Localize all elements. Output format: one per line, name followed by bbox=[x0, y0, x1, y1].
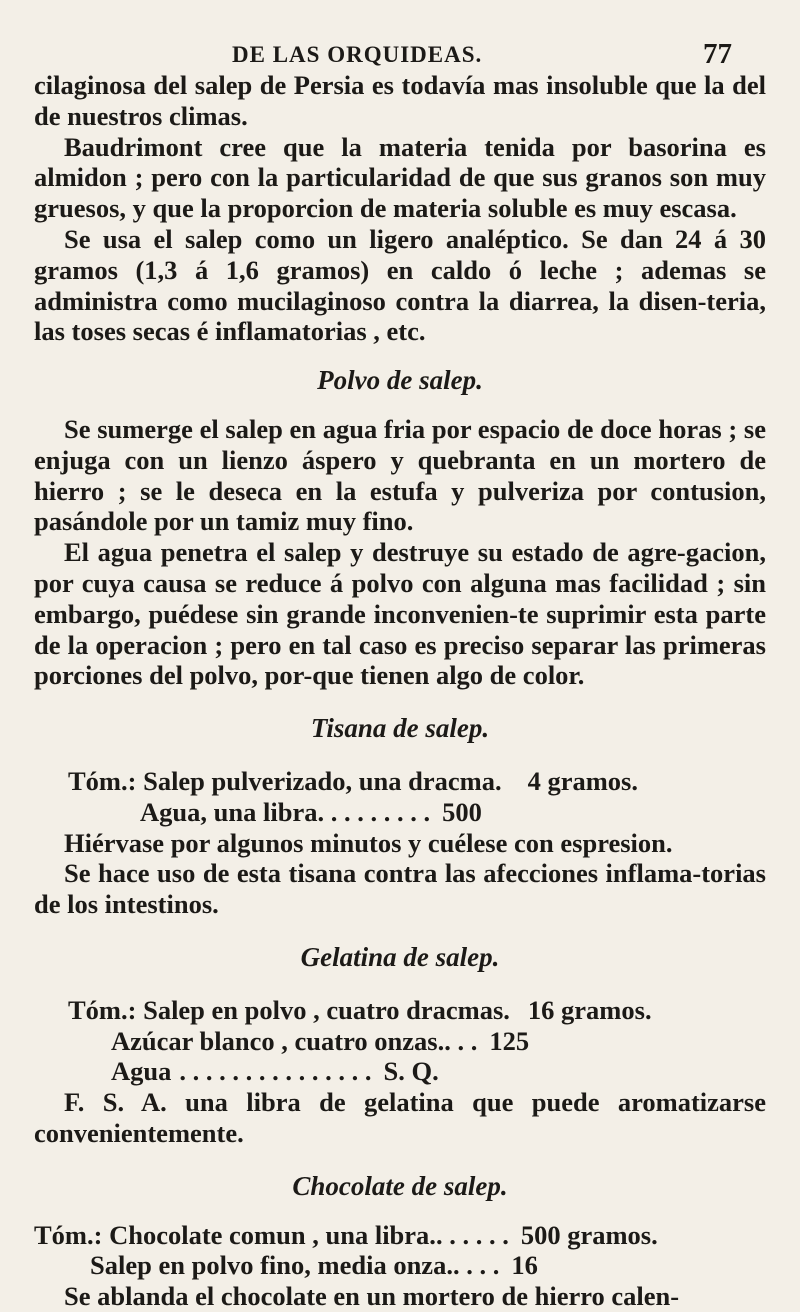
recipe-row bbox=[34, 766, 766, 797]
recipe-row bbox=[34, 797, 766, 828]
heading-polvo: Polvo de salep. bbox=[317, 365, 483, 396]
paragraph-polvo-2: El agua penetra el salep y destruye su estado de agre-gacion, por cuya causa se reduce á polvo con alguna mas facilidad ; sin embargo, puédese sin grande inconvenien-te suprimir esta parte de la operacion ; pero en tal caso es preciso separar las primeras porciones del polvo, por-que tienen algo de color. bbox=[34, 537, 766, 691]
leader-dots: . . . . . . . . . . . . . . . bbox=[179, 1056, 372, 1087]
paragraph-continuation: cilaginosa del salep de Persia es todavía mas insoluble que la del de nuestros climas. bbox=[34, 70, 766, 131]
recipe-quantity: 500 bbox=[442, 796, 482, 827]
recipe-row bbox=[34, 1220, 766, 1251]
leader-dots: . . . . bbox=[452, 1250, 500, 1281]
recipe-item: Azúcar blanco , cuatro onzas. bbox=[111, 1025, 445, 1056]
recipe-quantity: S. Q. bbox=[383, 1056, 439, 1087]
recipe-quantity: 125 bbox=[489, 1025, 530, 1056]
heading-tisana: Tisana de salep. bbox=[310, 713, 490, 744]
recipe-item: Agua, una libra bbox=[140, 796, 318, 827]
paragraph-uses: Se usa el salep como un ligero analéptico. Se dan 24 á 30 gramos (1,3 á 1,6 gramos) en caldo ó leche ; ademas se administra como mucilaginoso contra la diarrea, la disen-teria, las toses secas é inflamatorias , etc. bbox=[34, 223, 766, 347]
recipe-quantity: 500 gramos. bbox=[520, 1219, 658, 1250]
page-body bbox=[34, 70, 766, 1312]
recipe-item: Salep en polvo fino, media onza. bbox=[90, 1250, 453, 1281]
recipe-tisana bbox=[34, 766, 766, 828]
recipe-row bbox=[34, 1250, 766, 1281]
recipe-row bbox=[34, 1056, 766, 1087]
leader-dots: . . . bbox=[444, 1025, 478, 1056]
recipe-row bbox=[34, 995, 766, 1026]
recipe-item: Agua bbox=[111, 1056, 172, 1087]
recipe-item: Tóm.: Chocolate comun , una libra. bbox=[34, 1219, 436, 1250]
recipe-item: Tóm.: Salep pulverizado, una dracma. bbox=[68, 765, 502, 796]
page-number: 77 bbox=[703, 38, 732, 70]
paragraph-gelatina: F. S. A. una libra de gelatina que puede aromatizarse convenientemente. bbox=[34, 1087, 766, 1148]
paragraph-polvo-1: Se sumerge el salep en agua fria por espacio de doce horas ; se enjuga con un lienzo áspero y quebranta en un mortero de hierro ; se le deseca en la estufa y pulveriza por contusion, pasándole por un tamiz muy fino. bbox=[34, 413, 766, 537]
recipe-row bbox=[34, 1026, 766, 1057]
recipe-chocolate bbox=[34, 1220, 766, 1282]
running-title: DE LAS ORQUIDEAS. bbox=[232, 42, 483, 67]
heading-chocolate: Chocolate de salep. bbox=[292, 1170, 508, 1201]
paragraph-tisana-2: Se hace uso de esta tisana contra las afecciones inflama-torias de los intestinos. bbox=[34, 858, 766, 920]
recipe-quantity: 16 bbox=[511, 1250, 538, 1281]
leader-dots: . . . . . . . . . bbox=[317, 796, 431, 827]
leader-dots: . . . . . . bbox=[435, 1219, 509, 1250]
heading-gelatina: Gelatina de salep. bbox=[300, 941, 500, 972]
recipe-gelatina bbox=[34, 995, 766, 1087]
recipe-quantity: 4 gramos. bbox=[527, 765, 638, 796]
recipe-item: Tóm.: Salep en polvo , cuatro dracmas. bbox=[68, 994, 510, 1025]
recipe-quantity: 16 gramos. bbox=[527, 994, 652, 1025]
paragraph-tisana-1: Hiérvase por algunos minutos y cuélese con espresion. bbox=[64, 827, 673, 858]
paragraph-baudrimont: Baudrimont cree que la materia tenida por basorina es almidon ; pero con la particularidad de que sus granos son muy gruesos, y que la proporcion de materia soluble es muy escasa. bbox=[34, 131, 766, 224]
paragraph-chocolate: Se ablanda el chocolate en un mortero de hierro calen- bbox=[64, 1281, 680, 1312]
